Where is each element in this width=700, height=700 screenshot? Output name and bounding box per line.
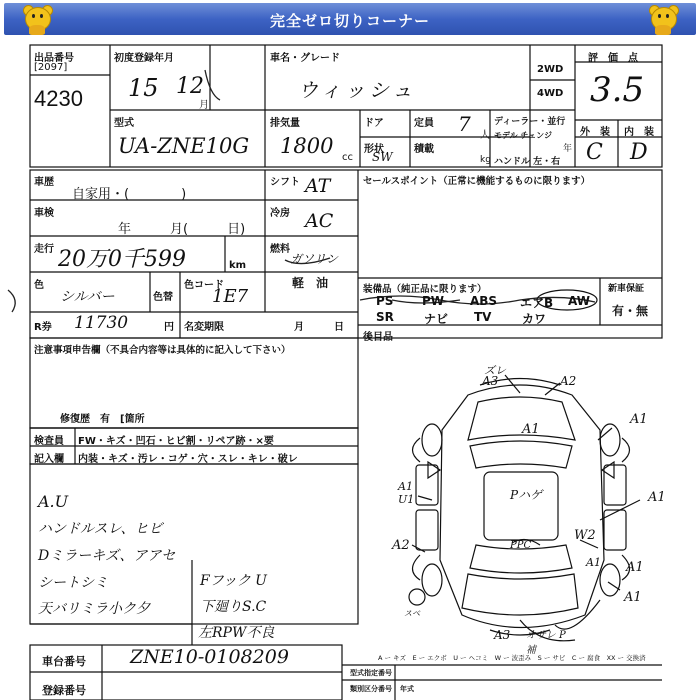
damage-legend: A ー キズ E ー エクボ U ー ヘコミ W ー 波歪み S ー サビ C ー 腐食 XX ー 交換済 [378,654,646,662]
equip-navi: ナビ [424,312,449,326]
color-code-label: 色コード [184,280,224,291]
dmg-label-a1-left-rear: A1 [624,590,642,605]
dmg-label-a1-right-rear: A1 [626,560,644,575]
usage-label: 車歴 [34,177,54,188]
dmg-label-a2-left: A2 [392,538,410,553]
dmg-label-zure: ズレ [484,364,506,377]
fuel-diesel: 軽 油 [292,276,329,290]
cap-value: 7 [458,112,471,136]
dmg-label-ppc: PPC [510,540,532,551]
disp-unit: cc [342,152,353,163]
dmg-label-sube: スベ [404,609,420,618]
dmg-label-a3-rear: A3 [494,628,511,642]
drive-2wd: 2WD [537,64,564,75]
recycle-unit: 円 [164,322,174,333]
inspect-value: 年 月( 日) [118,222,246,237]
banner-title: 完全ゼロ切りコーナー [269,12,430,30]
mileage-label: 走行 [34,244,54,255]
warranty-value: 有・無 [612,304,649,318]
recycle-value: 11730 [74,313,129,333]
dmg-label-w2-right: W2 [574,528,596,543]
equip-ps: PS [376,294,394,308]
dmg-label-a2-front: A2 [560,374,577,388]
mileage-value: 20万0千599 [58,247,186,272]
load-label: 積載 [414,144,434,155]
model-label: 型式 [114,118,134,129]
color-value: シルバー [60,289,115,305]
inspect-label: 車検 [34,208,54,219]
note-line-4: シートシミ [38,575,108,591]
reg-month: 12 [176,74,204,99]
color-label: 色 [34,280,44,291]
seat-label: 後目品 [363,332,393,343]
load-unit: kg [480,155,491,165]
dmg-label-a1-hood: A1 [522,422,540,437]
equip-abs: ABS [470,294,498,308]
door-label: ドア [364,118,384,129]
cap-label: 定員 [414,118,434,129]
chassis-value: ZNE10-0108209 [130,646,289,668]
equip-leather: カワ [522,312,547,326]
color-code-value: 1E7 [212,286,249,307]
equip-airbag: エアB [520,296,554,310]
namechange-label: 名変期限 [184,322,224,333]
equip-tv: TV [474,310,492,324]
note-line-5: 天バリミラ小ク夕 [38,601,150,617]
ac-label: 冷房 [270,208,290,219]
note-line-1: A.U [38,492,69,511]
repair-label: 修復歴 有 [箇所 [60,414,145,425]
disp-label: 排気量 [270,118,300,129]
dmg-label-a1-u1-left: A1 U1 [398,480,415,506]
name-value: ウィッシュ [298,78,417,102]
form-label: 形状 [364,144,384,155]
shift-value: AT [305,175,331,197]
right-note-1: Fフック U [200,573,267,589]
note-line-3: Dミラーキズ、アアセ [38,548,176,564]
dmg-label-a3-front: A3 [482,374,499,388]
shift-label: シフト [270,177,300,188]
notes-title: 注意事項申告欄（不具合内容等は具体的に記入して下さい） [34,345,291,356]
dmg-label-a1-right-door: A1 [648,490,666,505]
int-label: 内 装 [624,127,654,138]
ac-value: AC [305,210,334,232]
dmg-label-a1-right-fender: A1 [630,412,648,427]
lot-label: 出品番号 [34,53,74,64]
plate-label: 登録番号 [42,684,86,697]
grade-value: 3.5 [590,70,645,110]
equip-sr: SR [376,310,394,324]
inspector-label: 検査員 [34,436,64,447]
equip-label: 装備品（純正品に限ります） [363,284,487,295]
fuel-label: 燃料 [270,244,290,255]
sales-label: セールスポイント（正常に機能するものに限ります） [363,176,591,187]
disp-value: 1800 [280,134,334,158]
recycle-label: R券 [34,322,52,333]
dmg-label-osare: オサレ P補 [526,630,566,656]
dmg-label-p-hage: Pハゲ [510,488,543,502]
reg-label: 初度登録年月 [114,53,174,64]
lot-code: [2097] [34,62,68,73]
grade-label: 評 価 点 [588,53,638,64]
mileage-unit: km [229,260,247,271]
cap-unit: 人 [480,130,490,141]
form-value: SW [372,150,393,164]
sub-label-model-designation: 型式指定番号 [350,669,392,677]
name-label: 車名・グレード [270,53,340,64]
right-note-3: 左RPW不良 [198,625,275,641]
inspector-items: FW・キズ・凹石・ヒビ割・リペア跡・×要 [78,436,274,447]
fuel-gas: ガソリン [290,252,339,266]
equip-aw: AW [568,294,590,308]
model-change-unit: 年 [563,144,573,154]
sub-label-year: 年式 [400,685,414,693]
note-line-2: ハンドルスレ、ヒビ [38,521,163,537]
chassis-label: 車台番号 [42,655,86,668]
model-value: UA-ZNE10G [118,134,250,158]
model-change-label: モデル チェンジ [494,131,552,140]
right-note-2: 下廻りS.C [200,599,267,615]
dealer-label: ディーラー・並行 [494,117,566,127]
equip-pw: PW [422,294,445,308]
entry-items: 内装・キズ・汚レ・コゲ・穴・スレ・キレ・破レ [78,454,298,465]
namechange-value: 月 日 [294,322,344,333]
int-value: D [630,140,648,165]
drive-4wd: 4WD [537,88,564,99]
ext-value: C [586,140,603,165]
ext-label: 外 装 [580,127,610,138]
month-unit: 月 [199,100,209,111]
lot-number: 4230 [34,86,83,111]
usage-value: 自家用・( ) [72,187,187,202]
sub-label-category: 類別区分番号 [350,685,392,693]
reg-year: 15 [128,74,159,102]
warranty-label: 新車保証 [608,284,645,294]
dmg-label-a1-rear-door: A1 [586,556,601,569]
entry-label: 記入欄 [34,454,64,465]
handle-label: ハンドル 左・右 [494,157,561,167]
color-change-label: 色替 [153,292,173,303]
